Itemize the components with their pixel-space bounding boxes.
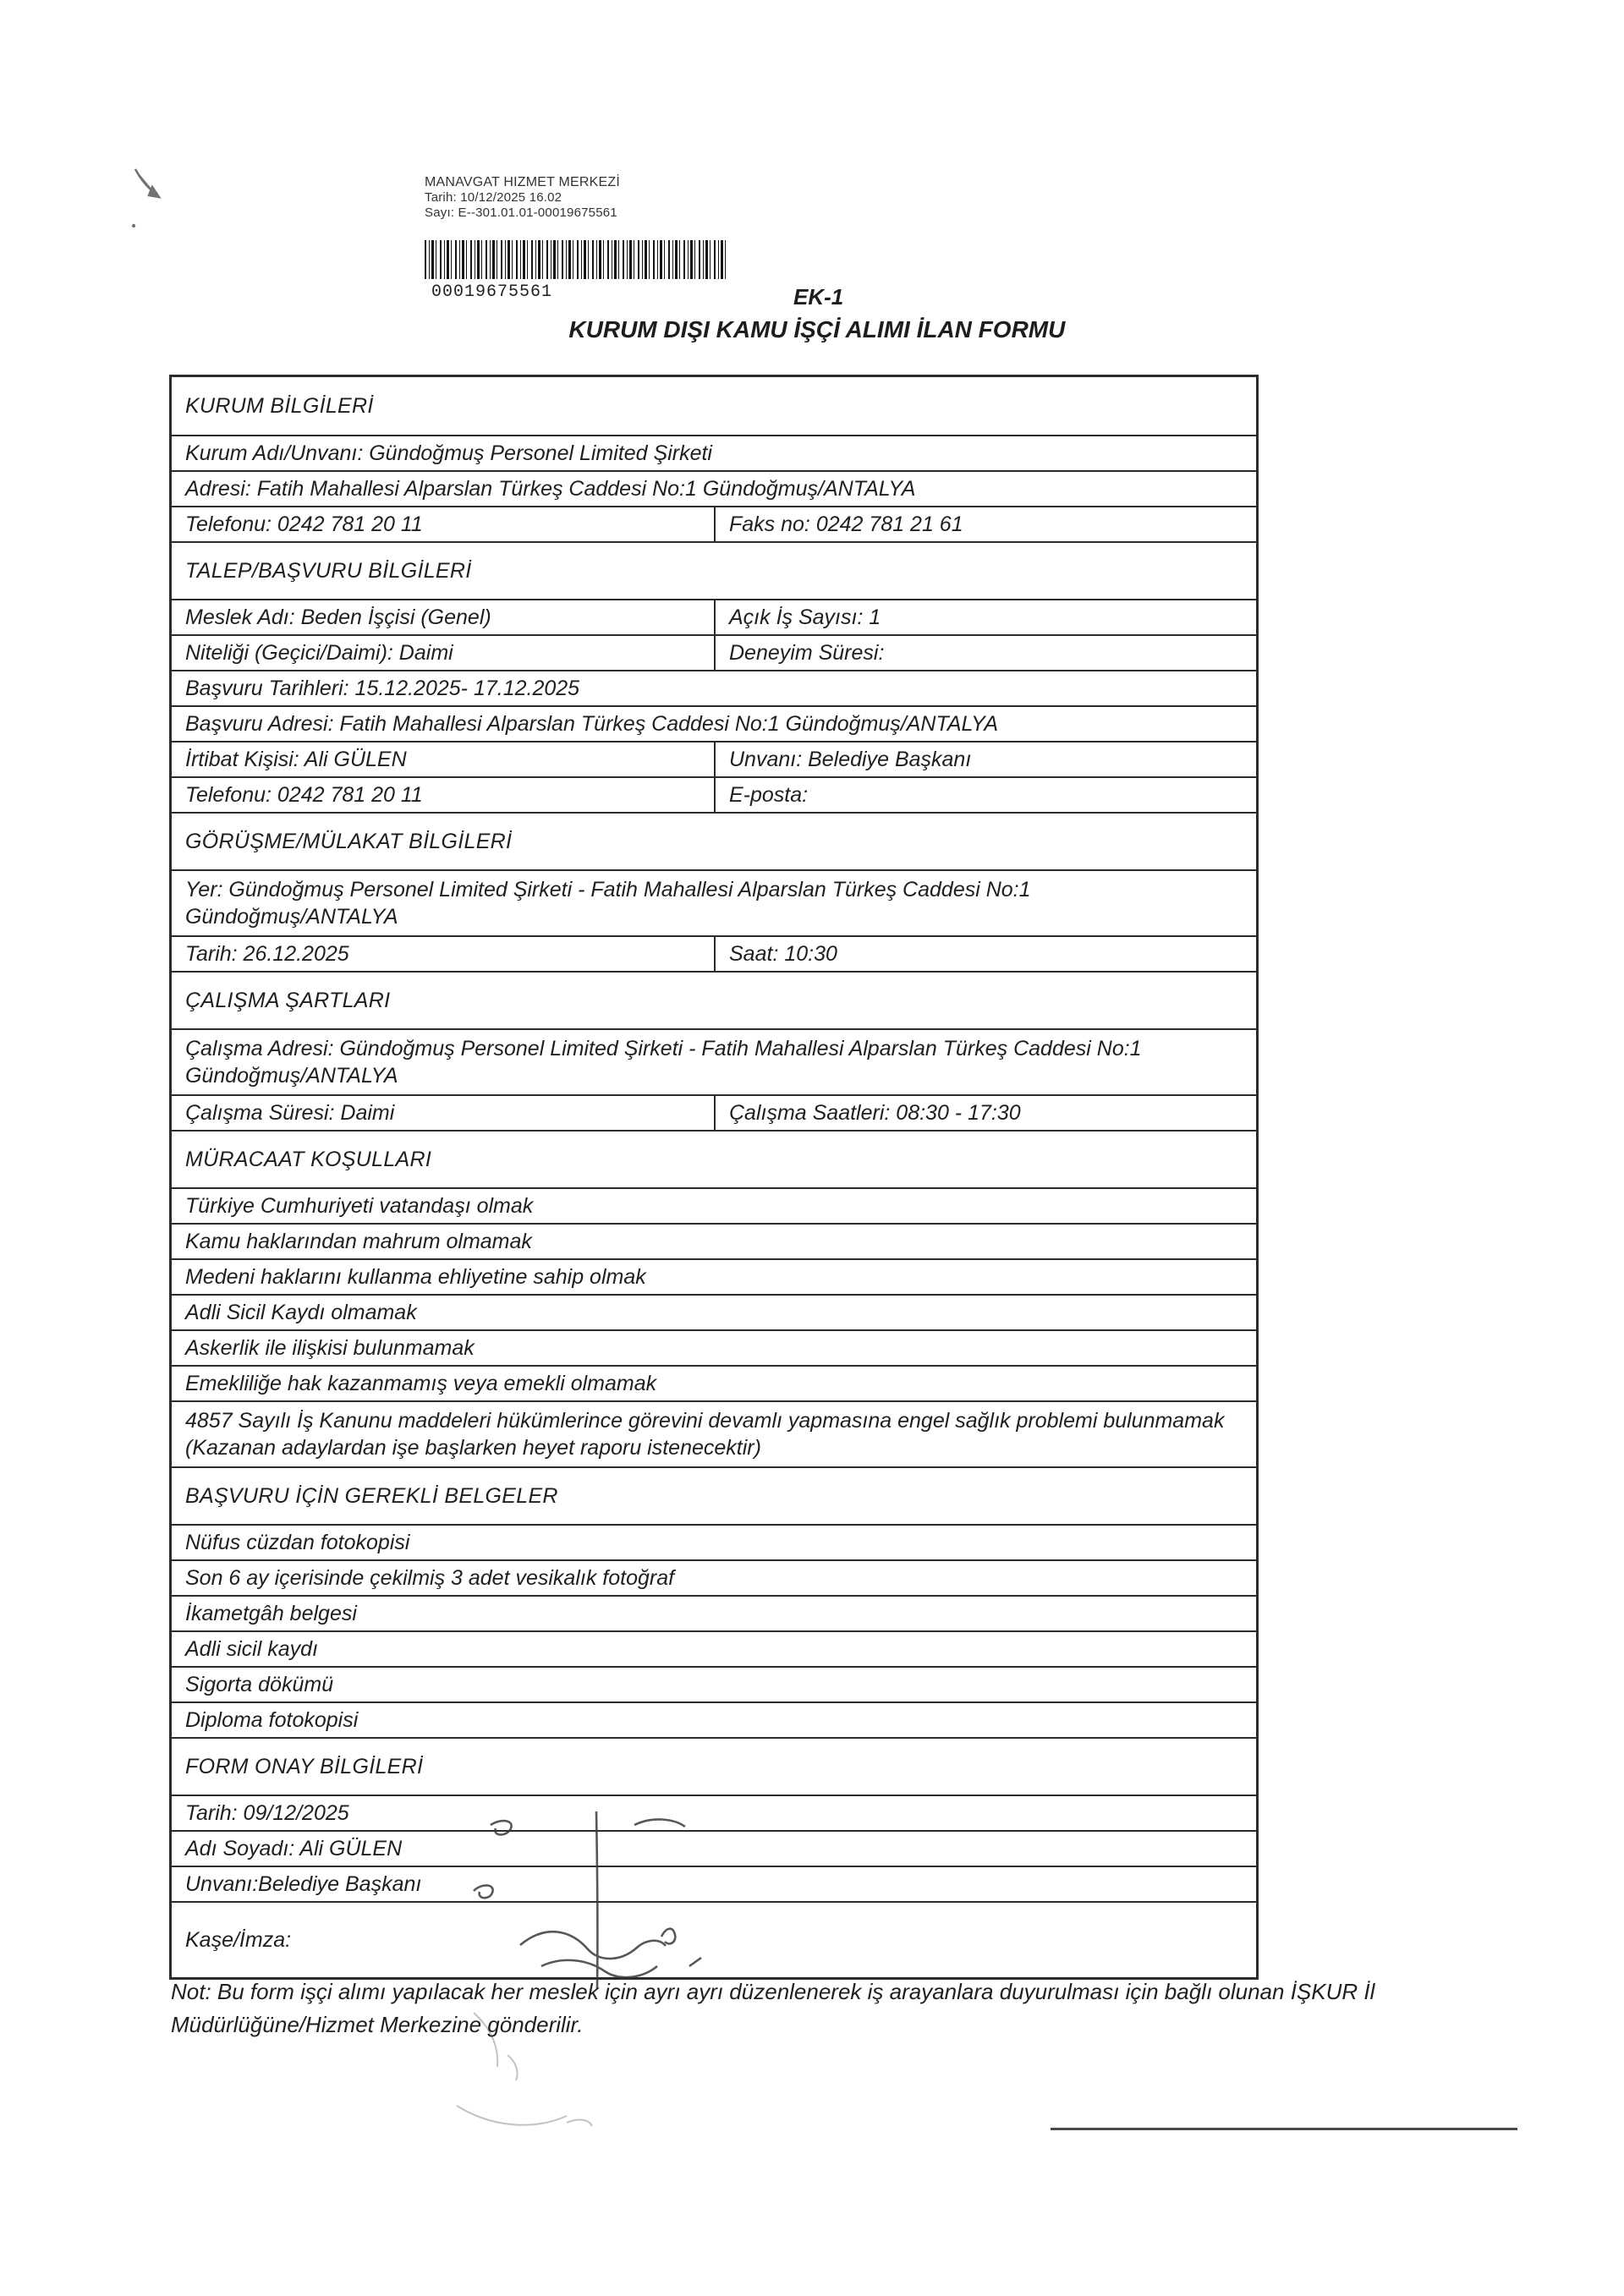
form-table [169, 375, 1259, 1980]
stamp-date: Tarih: 10/12/2025 16.02 [425, 190, 562, 205]
row-kurum-adi [172, 435, 1256, 470]
field-kosul-1: Türkiye Cumhuriyeti vatandaşı olmak [185, 1193, 534, 1218]
row-kosul [172, 1258, 1256, 1294]
row-kase-imza [172, 1901, 1256, 1977]
section-header-calisma [172, 971, 1256, 1028]
field-kosul-5: Askerlik ile ilişkisi bulunmamak [185, 1335, 475, 1360]
row-belge [172, 1524, 1256, 1559]
section-header-gorusme [172, 812, 1256, 869]
section-header-talep [172, 541, 1256, 599]
row-kosul [172, 1329, 1256, 1365]
row-kosul [172, 1187, 1256, 1223]
stamp-number: Sayı: E--301.01.01-00019675561 [425, 205, 617, 220]
pen-mark [127, 165, 178, 241]
row-belge [172, 1559, 1256, 1595]
row-talep-telefon [172, 776, 1256, 812]
field-basvuru-tarihleri: Başvuru Tarihleri: 15.12.2025- 17.12.2025 [185, 676, 580, 700]
field-acik-is-sayisi: Açık İş Sayısı: 1 [714, 600, 1256, 634]
row-onay-unvan [172, 1866, 1256, 1901]
row-irtibat [172, 741, 1256, 776]
section-header-muracaat [172, 1130, 1256, 1187]
footer-note: Not: Bu form işçi alımı yapılacak her meslek için ayrı ayrı düzenlenerek iş arayanlara duyurulması için bağlı olunan İŞKUR İl Müdürlüğüne/Hizmet Merkezine gönderilir. [171, 1979, 1375, 2037]
field-kosul-3: Medeni haklarını kullanma ehliyetine sahip olmak [185, 1264, 646, 1289]
field-belge-4: Adli sicil kaydı [185, 1636, 318, 1661]
row-gorusme-yer [172, 869, 1256, 935]
row-onay-ad-soyad [172, 1830, 1256, 1866]
field-gorusme-tarih: Tarih: 26.12.2025 [185, 941, 349, 966]
field-kurum-adres: Adresi: Fatih Mahallesi Alparslan Türkeş Caddesi No:1 Gündoğmuş/ANTALYA [185, 476, 916, 501]
field-kosul-6: Emekliliğe hak kazanmamış veya emekli olmamak [185, 1371, 657, 1395]
bottom-fill-line [1051, 2128, 1517, 2130]
field-kase-imza: Kaşe/İmza: [185, 1927, 292, 1952]
field-onay-unvan: Unvanı:Belediye Başkanı [185, 1871, 422, 1896]
row-kurum-adres [172, 470, 1256, 506]
row-kosul [172, 1223, 1256, 1258]
field-nitelik: Niteliği (Geçici/Daimi): Daimi [185, 640, 453, 665]
row-kurum-telefon-faks [172, 506, 1256, 541]
field-calisma-suresi: Çalışma Süresi: Daimi [185, 1100, 395, 1125]
row-belge [172, 1630, 1256, 1666]
field-kosul-4: Adli Sicil Kaydı olmamak [185, 1300, 417, 1324]
field-deneyim-suresi: Deneyim Süresi: [714, 636, 1256, 670]
field-onay-tarih: Tarih: 09/12/2025 [185, 1800, 349, 1825]
field-basvuru-adresi: Başvuru Adresi: Fatih Mahallesi Alparslan Türkeş Caddesi No:1 Gündoğmuş/ANTALYA [185, 711, 999, 736]
row-belge [172, 1595, 1256, 1630]
barcode-image [425, 240, 729, 279]
field-belge-5: Sigorta dökümü [185, 1672, 334, 1696]
field-kurum-faks: Faks no: 0242 781 21 61 [714, 507, 1256, 541]
row-calisma-sure-saat [172, 1094, 1256, 1130]
section-header-onay [172, 1737, 1256, 1795]
section-title: FORM ONAY BİLGİLERİ [185, 1754, 424, 1778]
section-header-belgeler [172, 1466, 1256, 1524]
field-calisma-saatleri: Çalışma Saatleri: 08:30 - 17:30 [714, 1096, 1256, 1130]
section-title: ÇALIŞMA ŞARTLARI [185, 988, 391, 1012]
field-kosul-7: 4857 Sayılı İş Kanunu maddeleri hükümlerince görevini devamlı yapmasına engel sağlık problemi bulunmamak (Kazanan adaylardan işe başlarken heyet raporu istenecektir) [185, 1408, 1225, 1460]
field-belge-2: Son 6 ay içerisinde çekilmiş 3 adet vesikalık fotoğraf [185, 1565, 675, 1590]
section-title: BAŞVURU İÇİN GEREKLİ BELGELER [185, 1483, 558, 1508]
field-kurum-telefon: Telefonu: 0242 781 20 11 [185, 512, 423, 536]
section-title: KURUM BİLGİLERİ [185, 393, 374, 418]
field-kosul-2: Kamu haklarından mahrum olmamak [185, 1229, 532, 1253]
row-kosul [172, 1400, 1256, 1466]
row-nitelik [172, 634, 1256, 670]
row-kosul [172, 1294, 1256, 1329]
registry-stamp [425, 175, 620, 221]
row-gorusme-tarih-saat [172, 935, 1256, 971]
row-belge [172, 1666, 1256, 1701]
row-calisma-adresi [172, 1028, 1256, 1094]
field-onay-ad-soyad: Adı Soyadı: Ali GÜLEN [185, 1836, 403, 1860]
field-irtibat-unvani: Unvanı: Belediye Başkanı [714, 743, 1256, 776]
stamp-org: MANAVGAT HIZMET MERKEZİ [425, 175, 620, 189]
field-kurum-adi: Kurum Adı/Unvanı: Gündoğmuş Personel Limited Şirketi [185, 441, 712, 465]
field-belge-6: Diploma fotokopisi [185, 1707, 359, 1732]
row-basvuru-adresi [172, 705, 1256, 741]
row-meslek [172, 599, 1256, 634]
field-talep-telefon: Telefonu: 0242 781 20 11 [185, 782, 423, 807]
section-title: GÖRÜŞME/MÜLAKAT BİLGİLERİ [185, 829, 513, 853]
field-gorusme-yer: Yer: Gündoğmuş Personel Limited Şirketi - Fatih Mahallesi Alparslan Türkeş Caddesi No:1 Gündoğmuş/ANTALYA [185, 877, 1031, 929]
field-calisma-adresi: Çalışma Adresi: Gündoğmuş Personel Limited Şirketi - Fatih Mahallesi Alparslan Türkeş Caddesi No:1 Gündoğmuş/ANTALYA [185, 1036, 1142, 1088]
row-onay-tarih [172, 1795, 1256, 1830]
field-belge-1: Nüfus cüzdan fotokopisi [185, 1530, 410, 1554]
document-title: KURUM DIŞI KAMU İŞÇİ ALIMI İLAN FORMU [568, 316, 1066, 342]
field-meslek-adi: Meslek Adı: Beden İşçisi (Genel) [185, 605, 491, 629]
section-header-kurum [172, 377, 1256, 435]
section-title: MÜRACAAT KOŞULLARI [185, 1147, 432, 1171]
row-kosul [172, 1365, 1256, 1400]
section-title: TALEP/BAŞVURU BİLGİLERİ [185, 558, 472, 583]
field-irtibat-kisisi: İrtibat Kişisi: Ali GÜLEN [185, 747, 407, 771]
field-eposta: E-posta: [714, 778, 1256, 812]
field-belge-3: İkametgâh belgesi [185, 1601, 357, 1625]
field-gorusme-saat: Saat: 10:30 [714, 937, 1256, 971]
row-belge [172, 1701, 1256, 1737]
annex-label: EK-1 [793, 284, 844, 310]
barcode-number: 00019675561 [431, 282, 553, 302]
row-basvuru-tarihleri [172, 670, 1256, 705]
